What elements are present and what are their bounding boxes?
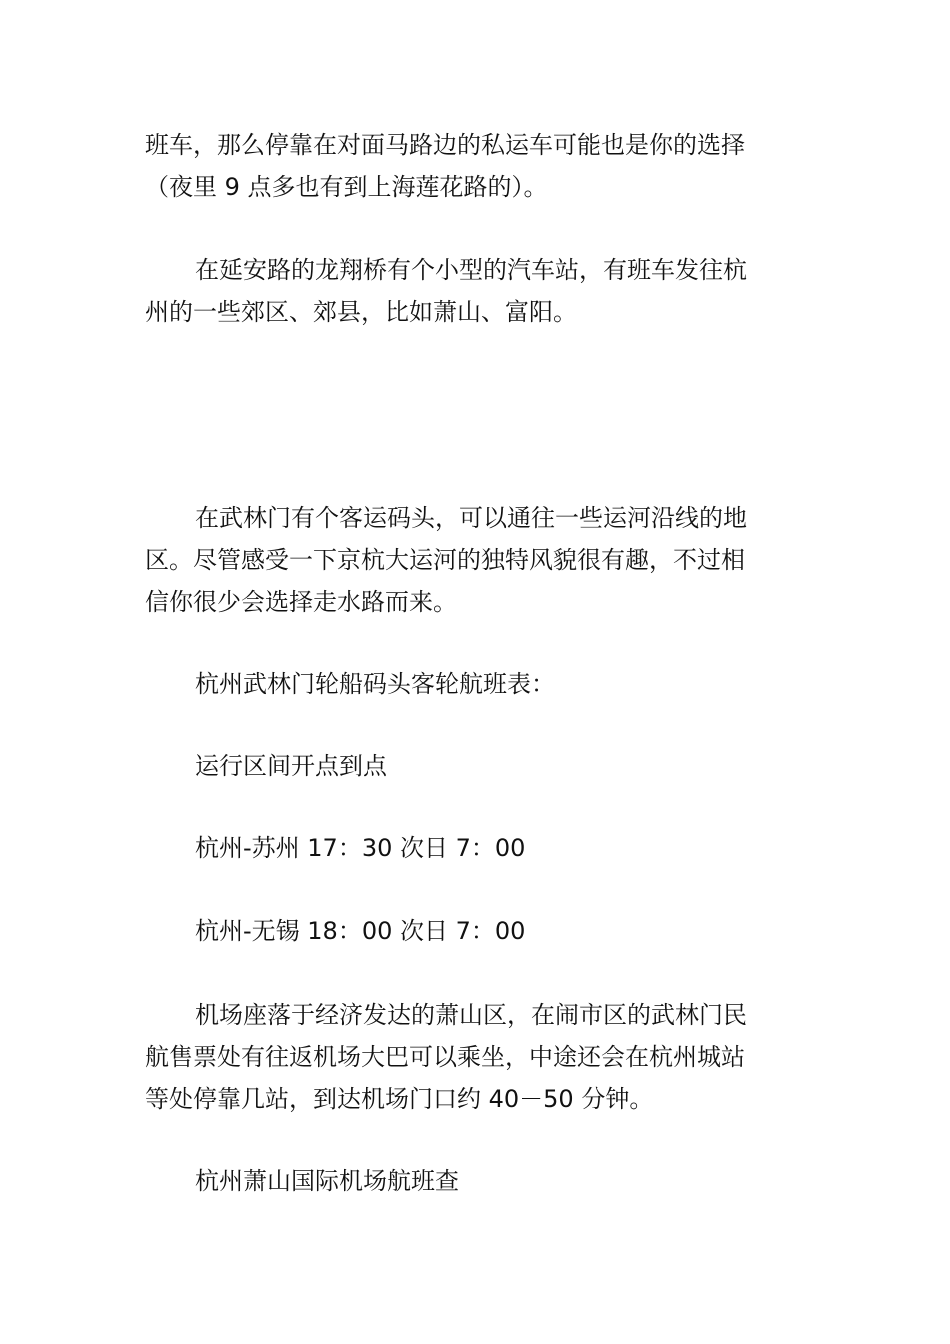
paragraph-schedule-header [145, 745, 795, 787]
paragraph-route-suzhou [145, 827, 795, 869]
text-line: 在延安路的龙翔桥有个小型的汽车站，有班车发往杭 [195, 256, 747, 284]
paragraph-route-wuxi [145, 910, 795, 952]
text-line: 杭州-无锡 18：00 次日 7：00 [195, 917, 526, 945]
text-line: （夜里 9 点多也有到上海莲花路的）。 [145, 173, 548, 201]
paragraph-airport-shuttle [145, 994, 795, 1120]
text-line: 在武林门有个客运码头，可以通往一些运河沿线的地 [195, 504, 747, 532]
text-line: 信你很少会选择走水路而来。 [145, 588, 457, 616]
paragraph-longxiangqiao-station [145, 249, 795, 333]
text-line: 州的一些郊区、郊县，比如萧山、富阳。 [145, 298, 577, 326]
text-line: 等处停靠几站，到达机场门口约 40－50 分钟。 [145, 1085, 654, 1113]
paragraph-private-bus [145, 124, 795, 208]
paragraph-wulinmen-pier [145, 497, 795, 623]
text-line: 区。尽管感受一下京杭大运河的独特风貌很有趣，不过相 [145, 546, 745, 574]
paragraph-ferry-schedule-title [145, 663, 795, 705]
text-line: 航售票处有往返机场大巴可以乘坐，中途还会在杭州城站 [145, 1043, 745, 1071]
text-line: 杭州-苏州 17：30 次日 7：00 [195, 834, 526, 862]
text-line: 杭州萧山国际机场航班查 [195, 1167, 459, 1195]
paragraph-flight-query [145, 1160, 795, 1202]
text-line: 杭州武林门轮船码头客轮航班表： [195, 670, 555, 698]
text-line: 班车，那么停靠在对面马路边的私运车可能也是你的选择 [145, 131, 745, 159]
text-line: 机场座落于经济发达的萧山区，在闹市区的武林门民 [195, 1001, 747, 1029]
text-line: 运行区间开点到点 [195, 752, 387, 780]
